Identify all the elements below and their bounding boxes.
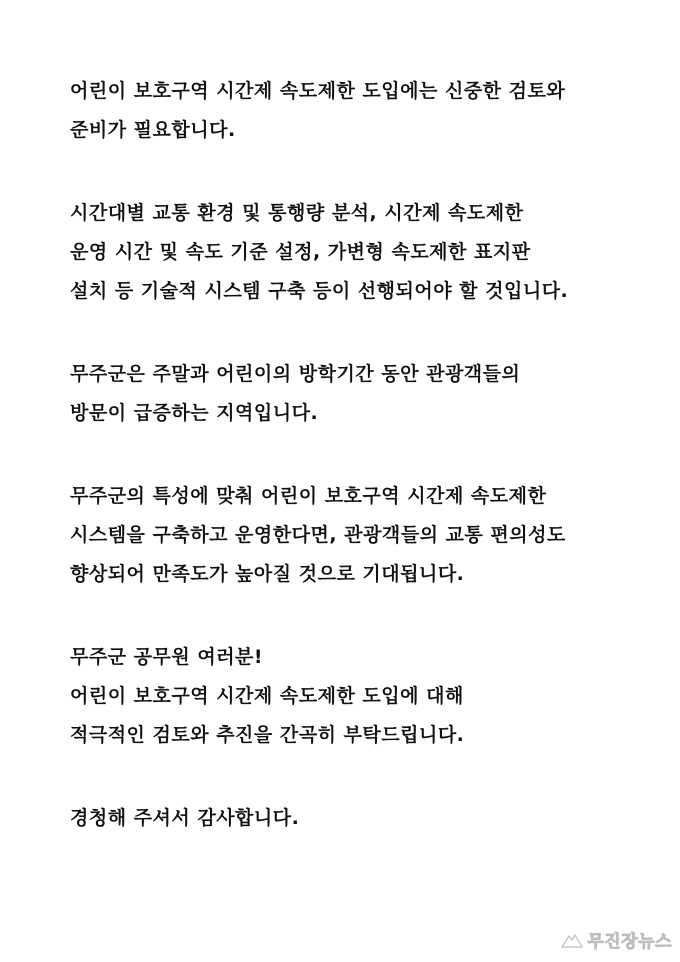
text-line: 무주군은 주말과 어린이의 방학기간 동안 관광객들의	[70, 363, 521, 385]
paragraph-6	[70, 799, 640, 838]
paragraph-1	[70, 72, 640, 150]
text-line: 방문이 급증하는 지역입니다.	[70, 402, 319, 424]
text-line: 경청해 주셔서 감사합니다.	[70, 807, 300, 829]
paragraph-2	[70, 194, 640, 311]
paragraph-4	[70, 477, 640, 594]
paragraph-5	[70, 638, 640, 755]
paragraph-3	[70, 355, 640, 433]
text-line: 운영 시간 및 속도 기준 설정, 가변형 속도제한 표지판	[70, 241, 531, 263]
text-line: 시간대별 교통 환경 및 통행량 분석, 시간제 속도제한	[70, 202, 524, 224]
text-line: 어린이 보호구역 시간제 속도제한 도입에 대해	[70, 685, 464, 707]
letter-body	[70, 72, 640, 882]
text-line: 시스템을 구축하고 운영한다면, 관광객들의 교통 편의성도	[70, 524, 566, 546]
text-line: 준비가 필요합니다.	[70, 119, 236, 141]
watermark-text: 무진장뉴스	[587, 932, 672, 952]
watermark	[561, 927, 672, 952]
text-line: 적극적인 검토와 추진을 간곡히 부탁드립니다.	[70, 724, 465, 746]
text-line: 향상되어 만족도가 높아질 것으로 기대됩니다.	[70, 563, 465, 585]
text-line: 무주군 공무원 여러분!	[70, 646, 264, 668]
mountain-logo-icon	[561, 931, 583, 949]
text-line: 설치 등 기술적 시스템 구축 등이 선행되어야 할 것입니다.	[70, 280, 569, 302]
text-line: 어린이 보호구역 시간제 속도제한 도입에는 신중한 검토와	[70, 80, 566, 102]
text-line: 무주군의 특성에 맞춰 어린이 보호구역 시간제 속도제한	[70, 485, 547, 507]
